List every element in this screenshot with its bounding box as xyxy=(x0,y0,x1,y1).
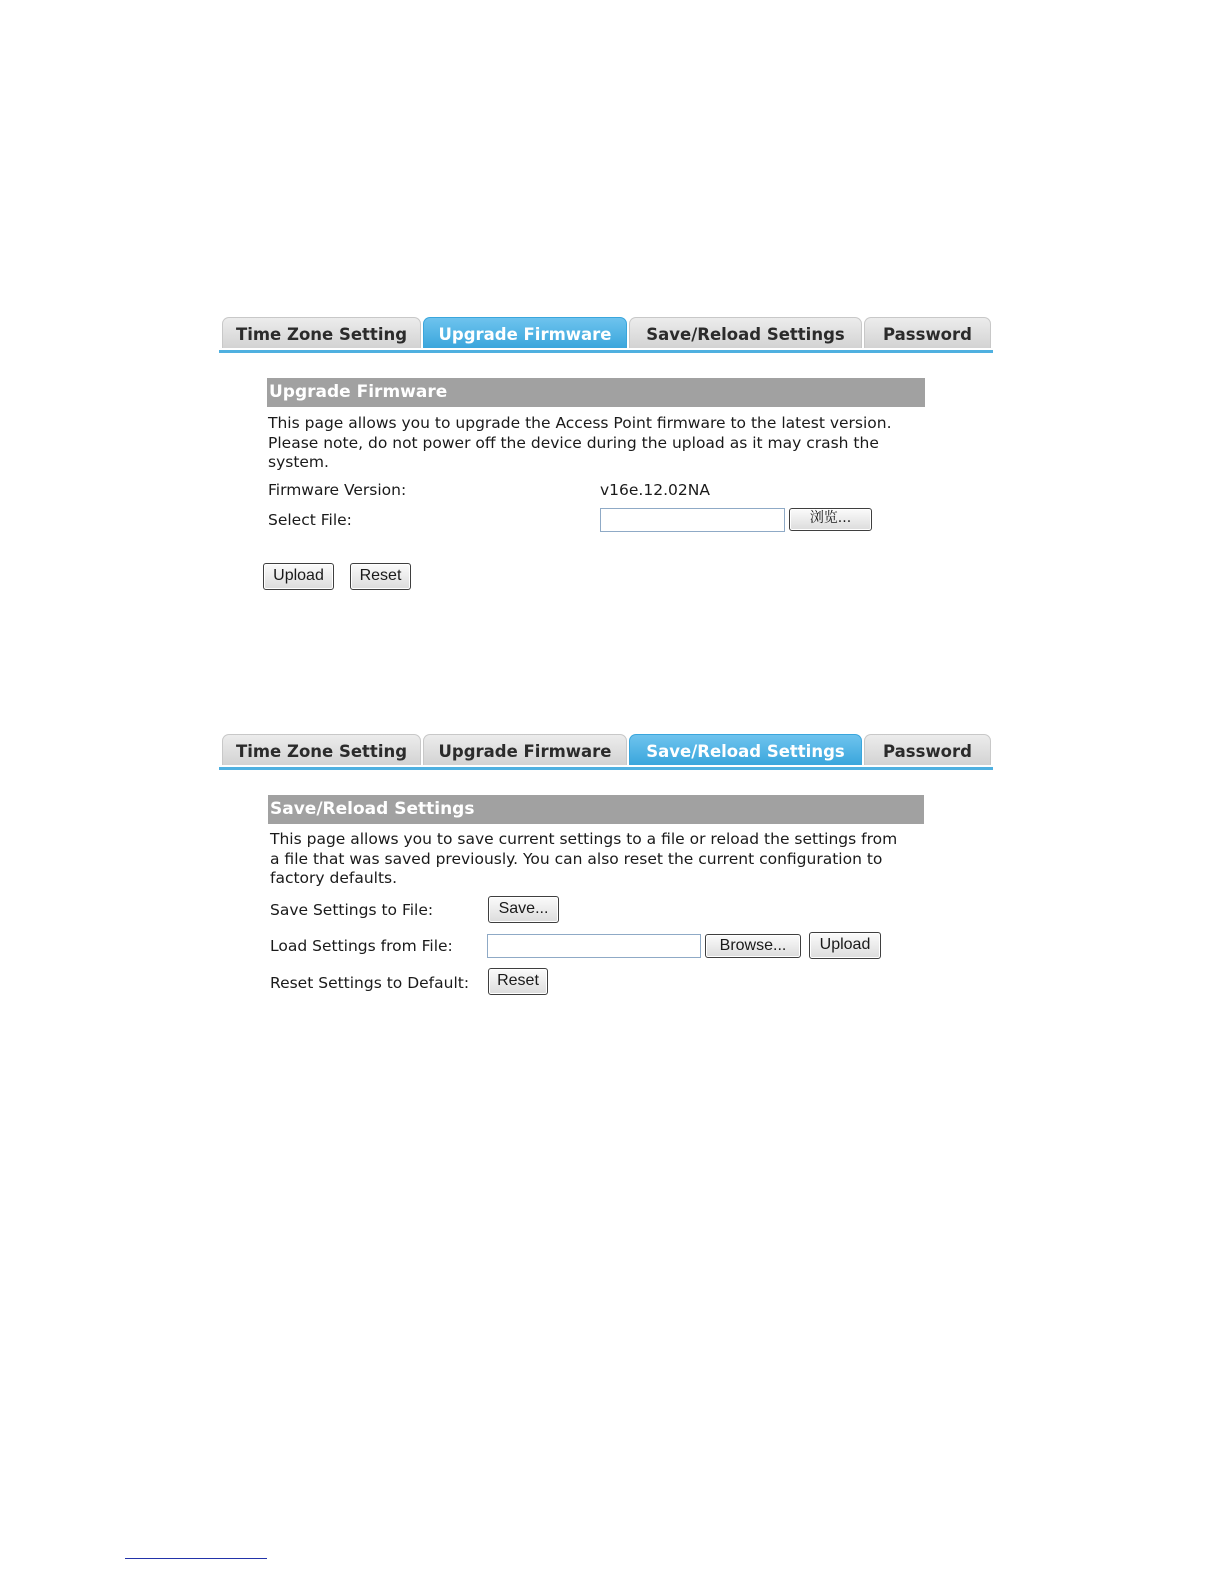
firmware-version-label: Firmware Version: xyxy=(268,481,407,499)
load-file-input[interactable] xyxy=(487,934,701,958)
tab-bar xyxy=(219,733,993,770)
tab-bar xyxy=(219,316,993,353)
save-reload-settings-panel xyxy=(219,733,993,992)
firmware-version-value: v16e.12.02NA xyxy=(600,481,710,499)
browse-button[interactable]: 浏览... xyxy=(789,508,872,531)
tab-upgrade-firmware[interactable]: Upgrade Firmware xyxy=(423,317,627,348)
tab-time-zone-setting[interactable]: Time Zone Setting xyxy=(222,317,421,348)
reset-button[interactable]: Reset xyxy=(488,968,548,995)
upload-button[interactable]: Upload xyxy=(809,932,881,959)
section-header: Upgrade Firmware xyxy=(267,378,925,407)
tab-password[interactable]: Password xyxy=(864,734,991,765)
tab-upgrade-firmware[interactable]: Upgrade Firmware xyxy=(423,734,627,765)
select-file-input[interactable] xyxy=(600,508,785,532)
upload-button[interactable]: Upload xyxy=(263,563,334,590)
page-description: This page allows you to upgrade the Access Point firmware to the latest version. Please note, do not power off the device during the upload as it may crash the system. xyxy=(268,414,892,471)
tab-password[interactable]: Password xyxy=(864,317,991,348)
upgrade-firmware-panel xyxy=(219,316,993,584)
load-settings-label: Load Settings from File: xyxy=(270,937,453,955)
select-file-label: Select File: xyxy=(268,511,352,529)
tab-save-reload-settings[interactable]: Save/Reload Settings xyxy=(629,317,862,348)
browse-button[interactable]: Browse... xyxy=(705,934,801,958)
tab-time-zone-setting[interactable]: Time Zone Setting xyxy=(222,734,421,765)
save-button[interactable]: Save... xyxy=(488,896,559,923)
reset-button[interactable]: Reset xyxy=(350,563,411,590)
save-settings-label: Save Settings to File: xyxy=(270,901,434,919)
reset-settings-label: Reset Settings to Default: xyxy=(270,974,470,992)
tab-save-reload-settings[interactable]: Save/Reload Settings xyxy=(629,734,862,765)
footnote-separator xyxy=(125,1558,267,1559)
page-description: This page allows you to save current settings to a file or reload the settings from a file that was saved previously. You can also reset the current configuration to factory defaults. xyxy=(270,830,898,887)
section-header: Save/Reload Settings xyxy=(268,795,924,824)
